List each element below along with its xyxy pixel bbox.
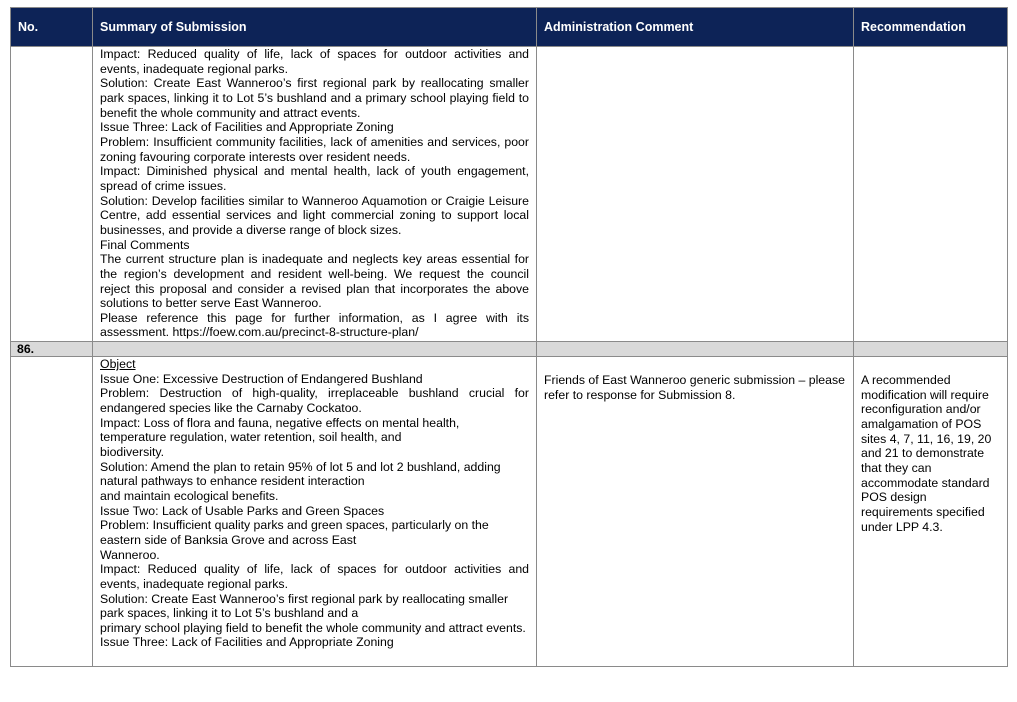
header-no: No.	[11, 8, 93, 47]
header-admin-comment: Administration Comment	[537, 8, 854, 47]
cell-summary	[93, 47, 537, 342]
cell-no-empty	[11, 47, 93, 342]
object-label: Object	[100, 357, 136, 371]
summary-line: Problem: Insufficient community facilities, lack of amenities and services, poor zoning favouring corporate interests over resident needs.	[100, 134, 529, 164]
summary-line: Solution: Create East Wanneroo’s first regional park by reallocating smaller park spaces, linking it to Lot 5’s bushland and a	[100, 591, 509, 621]
cell-no-empty	[11, 357, 93, 667]
summary-line: Issue Three: Lack of Facilities and Appropriate Zoning	[100, 120, 394, 135]
summary-line: Solution: Create East Wanneroo’s first regional park by reallocating smaller park spaces, linking it to Lot 5’s bushland and a primary school playing field to benefit the whole community and attract events.	[100, 76, 529, 120]
summary-line: Problem: Insufficient quality parks and green spaces, particularly on the eastern side of Banksia Grove and across East	[100, 518, 489, 547]
summary-text	[93, 47, 536, 340]
recommendation-text: A recommended modification will require reconfiguration and/or amalgamation of POS sites 4, 7, 11, 16, 19, 20 and 21 to demonstrate that they can accommodate standard POS design requirements specified under LPP 4.3.	[861, 373, 992, 534]
header-summary: Summary of Submission	[93, 8, 537, 47]
submission-number-row	[11, 342, 1008, 357]
summary-line: primary school playing field to benefit the whole community and attract events.	[100, 620, 526, 635]
submission-number: 86.	[11, 342, 93, 357]
summary-line: and maintain ecological benefits.	[100, 488, 279, 503]
summary-line: Impact: Diminished physical and mental health, lack of youth engagement, spread of crime issues.	[100, 164, 529, 193]
summary-line: Solution: Develop facilities similar to Wanneroo Aquamotion or Craigie Leisure Centre, add essential services and light commercial zoning to support local businesses, and provide a diverse range of block sizes.	[100, 193, 529, 237]
cell-admin-empty	[537, 47, 854, 342]
summary-text	[93, 357, 536, 650]
summary-line: Impact: Loss of flora and fauna, negative effects on mental health, temperature regulation, water retention, soil health, and	[100, 415, 460, 445]
header-recommendation: Recommendation	[854, 8, 1008, 47]
cell-recommendation-empty	[854, 47, 1008, 342]
summary-line: Issue Two: Lack of Usable Parks and Green Spaces	[100, 503, 385, 518]
summary-line: Impact: Reduced quality of life, lack of spaces for outdoor activities and events, inadequate regional parks.	[100, 562, 529, 591]
summary-line: Final Comments	[100, 237, 190, 252]
summary-line: Wanneroo.	[100, 547, 160, 562]
summary-line: Impact: Reduced quality of life, lack of spaces for outdoor activities and events, inadequate regional parks.	[100, 47, 529, 76]
summary-line: biodiversity.	[100, 444, 165, 459]
table-row-86	[11, 357, 1008, 667]
table-header-row	[11, 8, 1008, 47]
summary-line: Please reference this page for further information, as I agree with its assessment. https://foew.com.au/precinct-8-structure-plan/	[100, 310, 529, 340]
cell-summary	[93, 357, 537, 667]
summary-line: Issue One: Excessive Destruction of Endangered Bushland	[100, 371, 423, 386]
submissions-table	[10, 7, 1008, 667]
cell-admin-comment	[537, 357, 854, 667]
summary-line: The current structure plan is inadequate and neglects key areas essential for the region’s development and resident well-being. We request the council reject this proposal and consider a revised plan that incorporates the above solutions to better serve East Wanneroo.	[100, 252, 529, 311]
admin-comment-text: Friends of East Wanneroo generic submission – please refer to response for Submission 8.	[544, 373, 845, 402]
table-row-continued	[11, 47, 1008, 342]
summary-line: Solution: Amend the plan to retain 95% of lot 5 and lot 2 bushland, adding natural pathways to enhance resident interaction	[100, 459, 501, 489]
cell-recommendation	[854, 357, 1008, 667]
summary-line: Issue Three: Lack of Facilities and Appropriate Zoning	[100, 635, 394, 650]
summary-line: Problem: Destruction of high-quality, irreplaceable bushland crucial for endangered species like the Carnaby Cockatoo.	[100, 386, 529, 415]
